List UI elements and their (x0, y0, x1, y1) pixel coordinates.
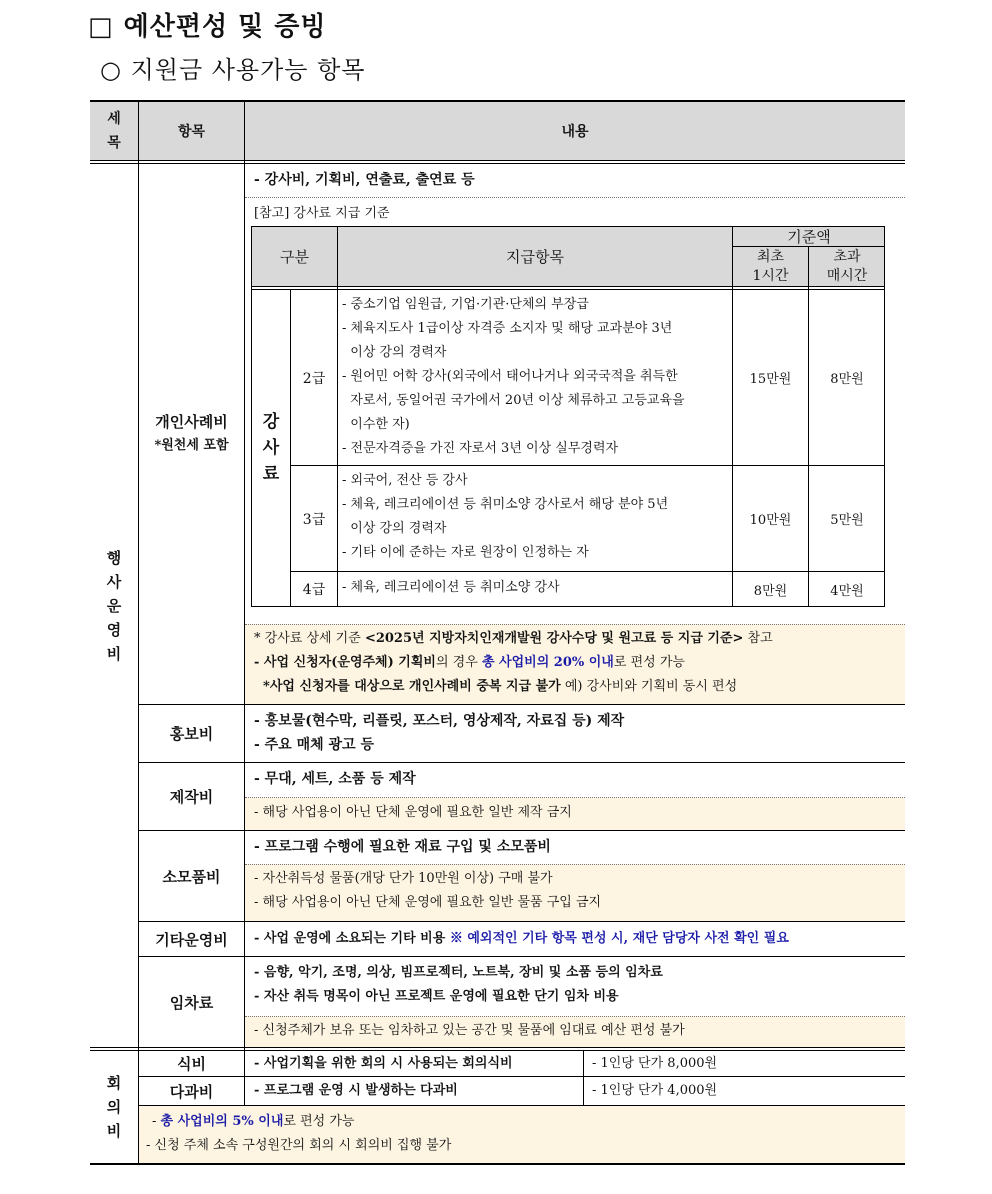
supplies-line-1: - 프로그램 수행에 필요한 재료 구입 및 소모품비 (254, 839, 551, 855)
grade-4-item: - 체육, 레크리에이션 등 취미소양 강사 (342, 580, 560, 595)
sub-header-extra: 초과 매시간 (826, 248, 868, 284)
grade-3-extra: 5만원 (830, 513, 864, 528)
item-production: 제작비 (169, 788, 214, 806)
meeting-note-2: - 신청 주체 소속 구성원간의 회의 시 회의비 집행 불가 (146, 1138, 452, 1153)
grade-4-extra: 4만원 (830, 583, 864, 599)
sub-header-first: 최초 1시간 (752, 248, 789, 284)
grade-4: 4급 (302, 582, 326, 598)
tea-price: - 1인당 단가 4,000원 (592, 1083, 718, 1098)
sub-header-gubun: 구분 (280, 248, 309, 266)
item-rental: 임차료 (169, 993, 214, 1012)
item-meal: 식비 (177, 1055, 206, 1073)
personal-line1: - 강사비, 기획비, 연출료, 출연료 등 (254, 172, 475, 188)
item-supplies: 소모품비 (162, 867, 221, 886)
personal-note-2: - 사업 신청자(운영주체) 기획비의 경우 총 사업비의 20% 이내로 편성 가능 (254, 655, 685, 670)
meal-price: - 1인당 단가 8,000원 (592, 1056, 718, 1071)
header-content: 내용 (561, 123, 589, 140)
rental-line-1: - 음향, 악기, 조명, 의상, 빔프로젝터, 노트북, 장비 및 소품 등의 임차료 (254, 965, 663, 980)
item-tea: 다과비 (169, 1082, 214, 1101)
grade-3-first: 10만원 (749, 513, 792, 528)
group-meeting: 회 의 비 (106, 1074, 122, 1140)
supplies-line-3: - 해당 사업용이 아닌 단체 운영에 필요한 일반 물품 구입 금지 (254, 895, 602, 910)
tea-desc: - 프로그램 운영 시 발생하는 다과비 (254, 1083, 458, 1098)
supplies-line-2: - 자산취득성 물품(개당 단가 10만원 이상) 구매 불가 (254, 871, 553, 886)
promo-line-1: - 홍보물(현수막, 리플릿, 포스터, 영상제작, 자료집 등) 제작 (254, 713, 625, 729)
group-event-ops: 행 사 운 영 비 (106, 548, 122, 663)
production-line-2: - 해당 사업용이 아닌 단체 운영에 필요한 일반 제작 금지 (254, 805, 572, 820)
grade-3-items: - 외국어, 전산 등 강사 - 체육, 레크리에이션 등 취미소양 강사로서 해당 분야 5년 이상 강의 경력자 - 기타 이에 준하는 자로 원장이 인정하는 자 (342, 473, 669, 560)
instructor-fee-label: 강 사 료 (262, 412, 280, 484)
page-subtitle: ○ 지원금 사용가능 항목 (100, 56, 366, 84)
personal-note-3: *사업 신청자를 대상으로 개인사례비 중복 지급 불가 예) 강사비와 기획비 동시 편성 (254, 679, 738, 694)
production-line-1: - 무대, 세트, 소품 등 제작 (254, 771, 416, 787)
meeting-note-1: - 총 사업비의 5% 이내로 편성 가능 (152, 1114, 355, 1129)
item-other: 기타운영비 (155, 930, 228, 949)
grade-2: 2급 (302, 370, 326, 387)
header-semok: 세 목 (107, 110, 121, 151)
grade-4-first: 8만원 (753, 583, 788, 599)
meal-desc: - 사업기획을 위한 회의 시 사용되는 회의식비 (254, 1056, 513, 1071)
sub-header-item: 지급항목 (506, 248, 564, 266)
personal-note-1: * 강사료 상세 기준 <2025년 지방자치인재개발원 강사수당 및 원고료 등 지급 기준> 참고 (254, 631, 773, 646)
other-line: - 사업 운영에 소요되는 기타 비용 ※ 예외적인 기타 항목 편성 시, 재단 담당자 사전 확인 필요 (254, 931, 789, 946)
grade-2-first: 15만원 (749, 372, 792, 387)
grade-3: 3급 (302, 511, 326, 528)
promo-line-2: - 주요 매체 광고 등 (254, 737, 374, 753)
page-title: □ 예산편성 및 증빙 (88, 12, 327, 42)
grade-2-extra: 8만원 (830, 372, 864, 387)
item-personal-fee: 개인사례비 *원천세 포함 (154, 413, 229, 453)
personal-ref: [참고] 강사료 지급 기준 (254, 206, 390, 221)
header-item: 항목 (177, 123, 206, 140)
item-promo: 홍보비 (169, 725, 214, 743)
rental-line-3: - 신청주체가 보유 또는 임차하고 있는 공간 및 물품에 임대료 예산 편성 불가 (254, 1023, 685, 1038)
grade-2-items: - 중소기업 임원급, 기업·기관·단체의 부장급 - 체육지도사 1급이상 자격증 소지자 및 해당 교과분야 3년 이상 강의 경력자 - 원어민 어학 강사(외국에서 태어나거나 외국국적을 취득한 자로서, 동일어권 국가에서 20년 이상 체류하고 고등교육을 이수한 자) - 전문자격증을 가진 자로서 3년 이상 실무경력자 (342, 297, 685, 456)
sub-header-base: 기준액 (787, 228, 831, 246)
rental-line-2: - 자산 취득 명목이 아닌 프로젝트 운영에 필요한 단기 임차 비용 (254, 989, 619, 1004)
